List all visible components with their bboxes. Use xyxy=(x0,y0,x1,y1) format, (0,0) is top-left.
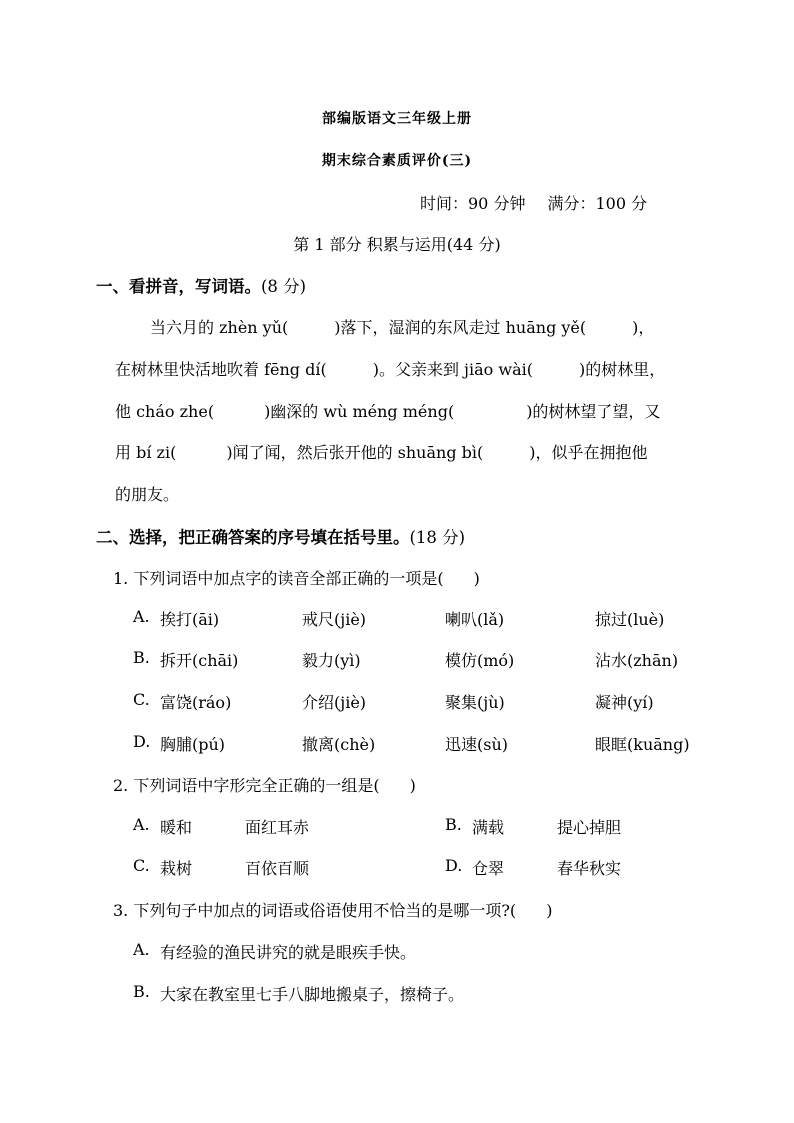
q2-option-label-c: C. xyxy=(133,856,150,875)
question-3: 3. 下列句子中加点的词语或俗语使用不恰当的是哪一项?( ) xyxy=(113,901,553,920)
section2-points: (18 分) xyxy=(409,528,466,547)
q2-c-word2: 百依百顺 xyxy=(245,859,310,878)
q1-d-item: 胸脯(pú) xyxy=(160,735,226,754)
pinyin-line-4: 用 bí zi( )闻了闻，然后张开他的 shuāng bì( )，似乎在拥抱他 xyxy=(115,443,648,462)
q1-d-item: 眼眶(kuāng) xyxy=(595,735,690,754)
section1-points: (8 分) xyxy=(261,277,307,296)
q3-option-label-b: B. xyxy=(133,982,150,1001)
section2-heading: 二、选择，把正确答案的序号填在括号里。(18 分) xyxy=(96,528,466,547)
exam-subtitle: 期末综合素质评价(三) xyxy=(321,153,473,169)
pinyin-line-2: 在树林里快活地吹着 fēng dí( )。父亲来到 jiāo wài( )的树林里， xyxy=(115,360,666,379)
q1-b-item: 拆开(chāi) xyxy=(160,651,239,670)
section1-heading: 一、看拼音，写词语。(8 分) xyxy=(96,277,307,296)
time-limit: 时间：90 分钟 xyxy=(420,194,526,213)
q1-c-item: 富饶(ráo) xyxy=(160,693,232,712)
q1-d-item: 迅速(sù) xyxy=(445,735,509,754)
q1-option-label-a: A. xyxy=(133,607,150,626)
q2-a-word1: 暖和 xyxy=(160,818,193,837)
q1-option-label-c: C. xyxy=(133,690,150,709)
q3-option-a-text: 有经验的渔民讲究的就是眼疾手快。 xyxy=(160,943,417,962)
pinyin-line-3: 他 cháo zhe( )幽深的 wù méng méng( )的树林望了望，又 xyxy=(115,402,661,421)
q2-option-label-a: A. xyxy=(133,815,150,834)
q2-c-word1: 栽树 xyxy=(160,859,193,878)
q2-option-label-b: B. xyxy=(445,815,462,834)
q2-a-word2: 面红耳赤 xyxy=(245,818,310,837)
q1-b-item: 沾水(zhān) xyxy=(595,651,679,670)
q1-option-label-d: D. xyxy=(133,732,151,751)
q1-a-item: 喇叭(lǎ) xyxy=(445,610,505,629)
q1-a-item: 戒尺(jiè) xyxy=(302,610,367,629)
q1-option-label-b: B. xyxy=(133,648,150,667)
q2-option-label-d: D. xyxy=(445,856,463,875)
q3-option-label-a: A. xyxy=(133,940,150,959)
full-score: 满分：100 分 xyxy=(547,194,648,213)
q2-d-word1: 仓翠 xyxy=(472,859,505,878)
part-heading: 第 1 部分 积累与运用(44 分) xyxy=(293,235,501,254)
exam-title: 部编版语文三年级上册 xyxy=(322,111,472,127)
question-1: 1. 下列词语中加点字的读音全部正确的一项是( ) xyxy=(113,569,480,588)
q1-c-item: 聚集(jù) xyxy=(445,693,505,712)
q1-a-item: 挨打(āi) xyxy=(160,610,220,629)
q2-b-word2: 提心掉胆 xyxy=(557,818,622,837)
q1-d-item: 撤离(chè) xyxy=(302,735,376,754)
q1-c-item: 介绍(jiè) xyxy=(302,693,367,712)
q3-option-b-text: 大家在教室里七手八脚地搬桌子，擦椅子。 xyxy=(160,985,465,1004)
q1-a-item: 掠过(luè) xyxy=(595,610,665,629)
q2-b-word1: 满载 xyxy=(472,818,505,837)
pinyin-line-5: 的朋友。 xyxy=(115,485,180,504)
question-2: 2. 下列词语中字形完全正确的一组是( ) xyxy=(113,776,416,795)
time-score-line xyxy=(420,191,647,214)
pinyin-line-1: 当六月的 zhèn yǔ( )落下，湿润的东风走过 huāng yě( )， xyxy=(150,318,655,337)
q1-b-item: 毅力(yì) xyxy=(302,651,361,670)
q1-b-item: 模仿(mó) xyxy=(445,651,515,670)
q2-d-word2: 春华秋实 xyxy=(557,859,622,878)
q1-c-item: 凝神(yí) xyxy=(595,693,654,712)
